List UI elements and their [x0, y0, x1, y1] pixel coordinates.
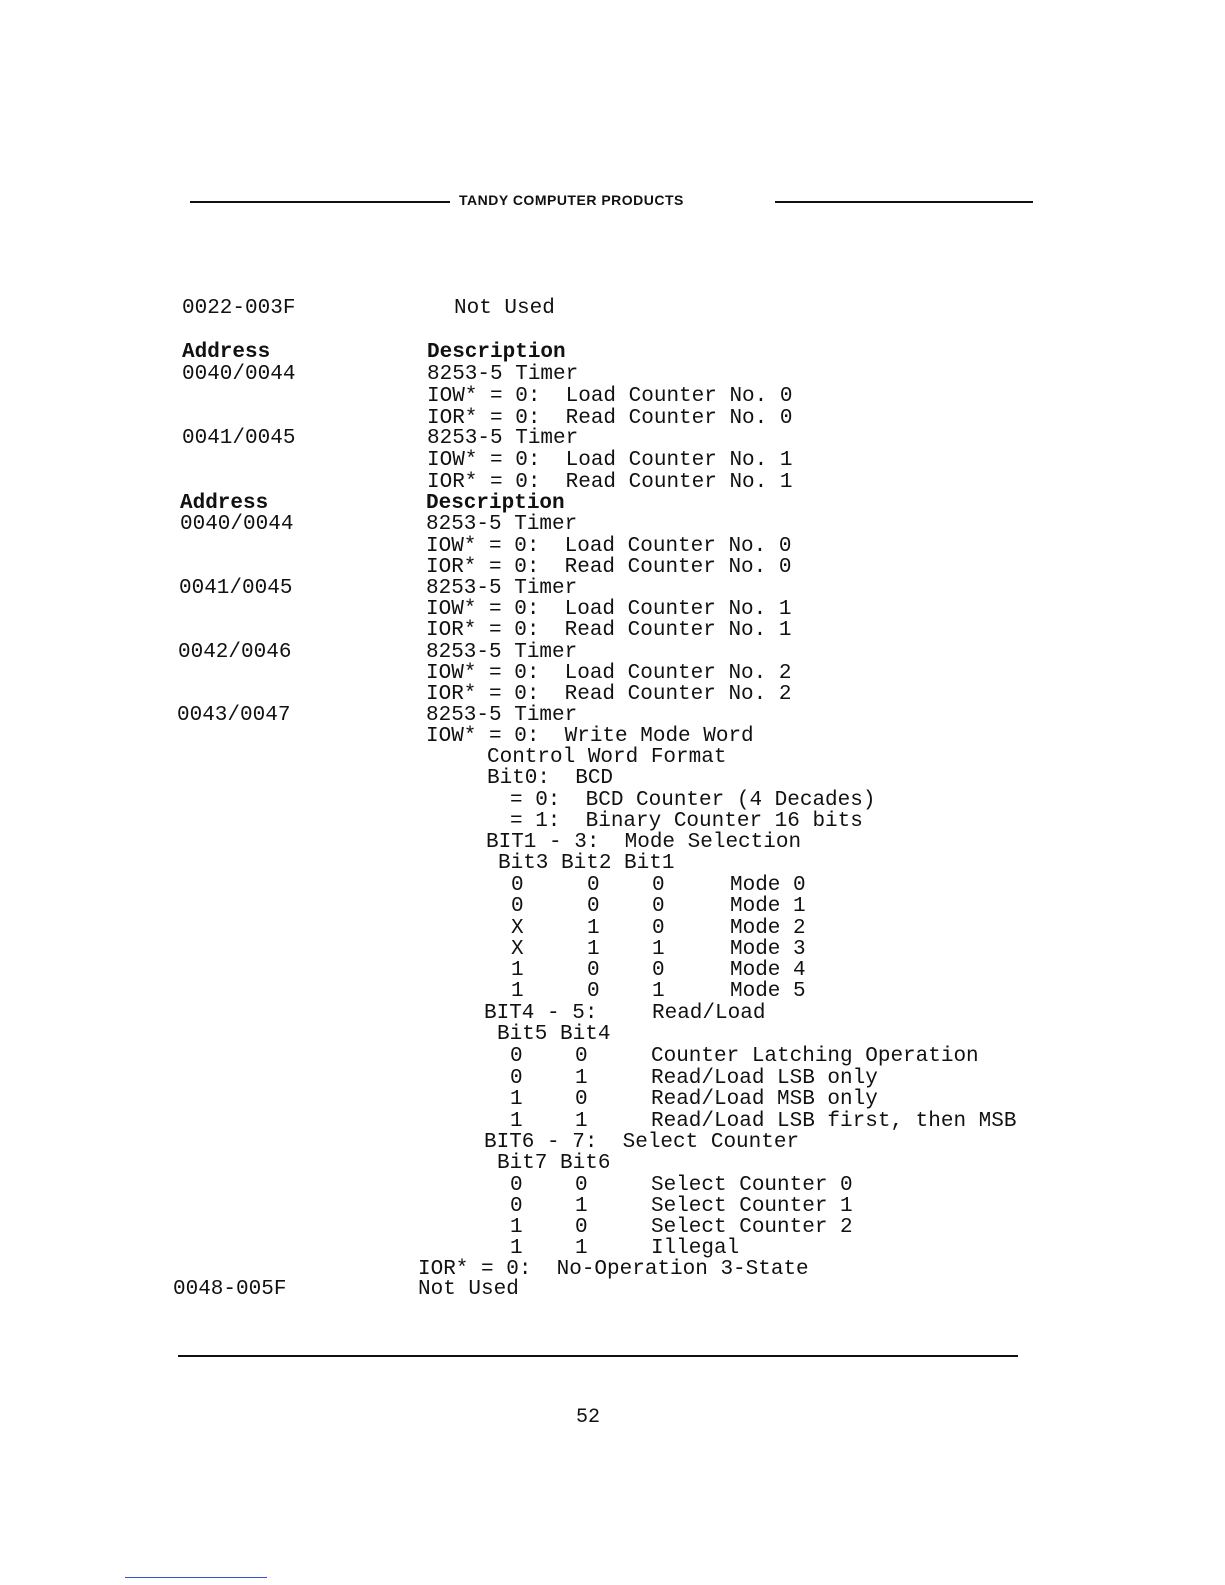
rl-desc: Read/Load MSB only: [651, 1088, 878, 1111]
timer-label: 8253-5 Timer: [426, 577, 578, 600]
sc-desc: Illegal: [651, 1237, 740, 1260]
bit0-label: Bit0: BCD: [487, 767, 614, 790]
mode-bit2: 0: [587, 980, 600, 1003]
description-heading: Description: [426, 492, 565, 515]
timer-label: 8253-5 Timer: [426, 704, 578, 727]
ior-no-operation: IOR* = 0: No-Operation 3-State: [418, 1258, 809, 1281]
sc-desc: Select Counter 2: [651, 1216, 853, 1239]
timer-label: 8253-5 Timer: [427, 363, 579, 386]
bits13-header: Bit3 Bit2 Bit1: [498, 852, 675, 875]
bits67-header: Bit7 Bit6: [497, 1152, 611, 1175]
mode-name: Mode 1: [730, 895, 806, 918]
mode-name: Mode 0: [730, 874, 806, 897]
ior-read-counter-1: IOR* = 0: Read Counter No. 1: [427, 471, 793, 494]
sc-bit6: 0: [575, 1174, 588, 1197]
rl-desc: Read/Load LSB only: [651, 1067, 878, 1090]
timer-label: 8253-5 Timer: [427, 427, 579, 450]
sc-bit7: 1: [510, 1216, 523, 1239]
mode-bit1: 0: [652, 917, 665, 940]
ior-read-counter-1: IOR* = 0: Read Counter No. 1: [426, 619, 792, 642]
page-number: 52: [576, 1406, 601, 1429]
sc-bit7: 0: [510, 1174, 523, 1197]
mode-name: Mode 4: [730, 959, 806, 982]
rl-bit4: 0: [575, 1088, 588, 1111]
not-used-text: Not Used: [418, 1278, 519, 1301]
header-rule-right: [775, 201, 1033, 203]
iow-load-counter-1: IOW* = 0: Load Counter No. 1: [426, 598, 792, 621]
address-0041-0045: 0041/0045: [179, 577, 293, 600]
rl-bit5: 0: [510, 1067, 523, 1090]
mode-bit3: 0: [511, 874, 524, 897]
address-0042-0046: 0042/0046: [178, 641, 292, 664]
address-0040-0044: 0040/0044: [182, 363, 296, 386]
sc-bit6: 1: [575, 1195, 588, 1218]
rl-bit5: 1: [510, 1110, 523, 1133]
sc-bit7: 1: [510, 1237, 523, 1260]
mode-bit3: 0: [511, 895, 524, 918]
address-0043-0047: 0043/0047: [177, 704, 291, 727]
address-heading: Address: [180, 492, 269, 515]
sc-bit6: 0: [575, 1216, 588, 1239]
control-word-title: Control Word Format: [487, 746, 727, 769]
header-rule-left: [190, 201, 450, 203]
rl-bit4: 1: [575, 1110, 588, 1133]
bcd-option-0: = 0: BCD Counter (4 Decades): [510, 789, 876, 812]
address-0040-0044: 0040/0044: [180, 513, 294, 536]
mode-bit1: 0: [652, 895, 665, 918]
sc-desc: Select Counter 0: [651, 1174, 853, 1197]
header-title: TANDY COMPUTER PRODUCTS: [459, 192, 684, 208]
sc-bit7: 0: [510, 1195, 523, 1218]
address-0041-0045: 0041/0045: [182, 427, 296, 450]
bits45-desc: Read/Load: [652, 1002, 766, 1025]
iow-write-mode-word: IOW* = 0: Write Mode Word: [426, 725, 754, 748]
iow-load-counter-0: IOW* = 0: Load Counter No. 0: [426, 535, 792, 558]
sc-bit6: 1: [575, 1237, 588, 1260]
rl-bit4: 1: [575, 1067, 588, 1090]
rl-bit5: 1: [510, 1088, 523, 1111]
iow-load-counter-2: IOW* = 0: Load Counter No. 2: [426, 662, 792, 685]
mode-bit2: 0: [587, 959, 600, 982]
rl-desc: Read/Load LSB first, then MSB: [651, 1110, 1017, 1133]
mode-name: Mode 3: [730, 938, 806, 961]
mode-bit3: 1: [511, 959, 524, 982]
bottom-link-underline: [125, 1577, 267, 1578]
mode-bit1: 1: [652, 980, 665, 1003]
mode-bit1: 0: [652, 959, 665, 982]
timer-label: 8253-5 Timer: [426, 513, 578, 536]
bits13-label: BIT1 - 3: Mode Selection: [486, 831, 802, 854]
mode-bit2: 0: [587, 874, 600, 897]
ior-read-counter-0: IOR* = 0: Read Counter No. 0: [427, 407, 793, 430]
iow-load-counter-0: IOW* = 0: Load Counter No. 0: [427, 385, 793, 408]
address-0048-005f: 0048-005F: [173, 1278, 287, 1301]
not-used-text: Not Used: [454, 297, 555, 320]
mode-name: Mode 2: [730, 917, 806, 940]
mode-name: Mode 5: [730, 980, 806, 1003]
rl-desc: Counter Latching Operation: [651, 1045, 979, 1068]
bits67-label: BIT6 - 7: Select Counter: [484, 1131, 800, 1154]
sc-desc: Select Counter 1: [651, 1195, 853, 1218]
mode-bit1: 1: [652, 938, 665, 961]
bits45-label: BIT4 - 5:: [484, 1002, 598, 1025]
mode-bit3: 1: [511, 980, 524, 1003]
mode-bit2: 0: [587, 895, 600, 918]
mode-bit3: X: [511, 938, 524, 961]
iow-load-counter-1: IOW* = 0: Load Counter No. 1: [427, 449, 793, 472]
mode-bit2: 1: [587, 938, 600, 961]
mode-bit2: 1: [587, 917, 600, 940]
mode-bit1: 0: [652, 874, 665, 897]
mode-bit3: X: [511, 917, 524, 940]
rl-bit5: 0: [510, 1045, 523, 1068]
bits45-header: Bit5 Bit4: [497, 1023, 611, 1046]
ior-read-counter-2: IOR* = 0: Read Counter No. 2: [426, 683, 792, 706]
address-heading: Address: [182, 341, 271, 364]
address-0022-003f: 0022-003F: [182, 297, 296, 320]
description-heading: Description: [427, 341, 566, 364]
footer-rule: [178, 1355, 1018, 1357]
timer-label: 8253-5 Timer: [426, 641, 578, 664]
rl-bit4: 0: [575, 1045, 588, 1068]
bcd-option-1: = 1: Binary Counter 16 bits: [510, 810, 863, 833]
ior-read-counter-0: IOR* = 0: Read Counter No. 0: [426, 556, 792, 579]
